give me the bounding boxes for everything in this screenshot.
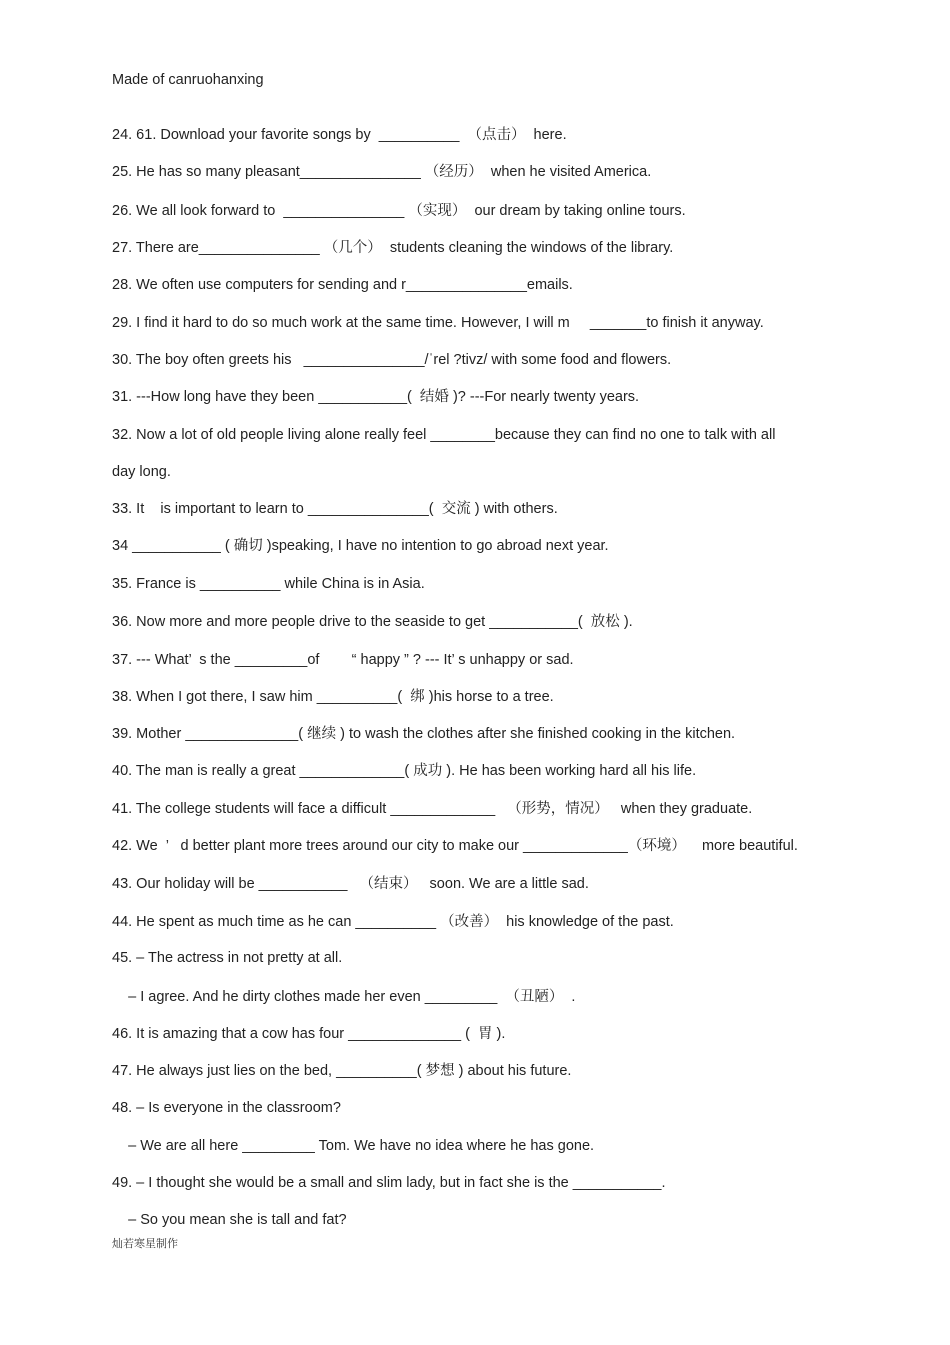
exercise-line: 32. Now a lot of old people living alone really feel ________because they can find no one to talk with all	[112, 427, 776, 443]
exercise-line: 25. He has so many pleasant_______________ （经历） when he visited America.	[112, 164, 652, 180]
exercise-line: 35. France is __________ while China is in Asia.	[112, 576, 425, 592]
exercise-line: 38. When I got there, I saw him __________( 绑 )his horse to a tree.	[112, 689, 554, 705]
exercise-line: 47. He always just lies on the bed, __________( 梦想 ) about his future.	[112, 1063, 572, 1079]
exercise-line: 33. It is important to learn to _______________( 交流 ) with others.	[112, 501, 558, 517]
exercise-line: 26. We all look forward to _______________ （实现） our dream by taking online tours.	[112, 203, 686, 219]
document-footer: 灿若寒星制作	[112, 1237, 178, 1250]
exercise-line: 41. The college students will face a difficult _____________ （形势，情况） when they graduate.	[112, 801, 753, 817]
exercise-line: 43. Our holiday will be ___________ （结束） soon. We are a little sad.	[112, 876, 589, 892]
exercise-line: 30. The boy often greets his _______________/ˈrel ?tivz/ with some food and flowers.	[112, 352, 672, 368]
exercise-line: 34 ___________ ( 确切 )speaking, I have no intention to go abroad next year.	[112, 538, 609, 554]
exercise-line: – So you mean she is tall and fat?	[112, 1212, 347, 1228]
exercise-line: 48. – Is everyone in the classroom?	[112, 1100, 341, 1116]
exercise-line: day long.	[112, 464, 171, 480]
exercise-line: 37. --- What’ s the _________of “ happy ” ? --- It’ s unhappy or sad.	[112, 652, 574, 668]
exercise-line: 28. We often use computers for sending and r_______________emails.	[112, 277, 573, 293]
exercise-line: 36. Now more and more people drive to the seaside to get ___________( 放松 ).	[112, 614, 633, 630]
document-header: Made of canruohanxing	[112, 72, 264, 88]
exercise-line: – We are all here _________ Tom. We have no idea where he has gone.	[112, 1138, 595, 1154]
exercise-line: 29. I find it hard to do so much work at the same time. However, I will m _______to finish it anyway.	[112, 315, 764, 331]
exercise-line: 27. There are_______________ （几个） students cleaning the windows of the library.	[112, 240, 674, 256]
exercise-line: 44. He spent as much time as he can __________ （改善） his knowledge of the past.	[112, 914, 674, 930]
exercise-line: 24. 61. Download your favorite songs by __________ （点击） here.	[112, 127, 567, 143]
exercise-line: 49. – I thought she would be a small and slim lady, but in fact she is the ___________.	[112, 1175, 666, 1191]
exercise-line: 40. The man is really a great _____________( 成功 ). He has been working hard all his life.	[112, 763, 697, 779]
exercise-line: 45. – The actress in not pretty at all.	[112, 950, 343, 966]
exercise-line: 42. We ’ d better plant more trees around our city to make our _____________（环境） more beautiful.	[112, 838, 798, 854]
exercise-line: 46. It is amazing that a cow has four ______________ ( 胃 ).	[112, 1026, 506, 1042]
exercise-line: – I agree. And he dirty clothes made her even _________ （丑陋） .	[112, 989, 576, 1005]
exercise-line: 31. ---How long have they been ___________( 结婚 )? ---For nearly twenty years.	[112, 389, 640, 405]
exercise-line: 39. Mother ______________( 继续 ) to wash the clothes after she finished cooking in the kitchen.	[112, 726, 736, 742]
